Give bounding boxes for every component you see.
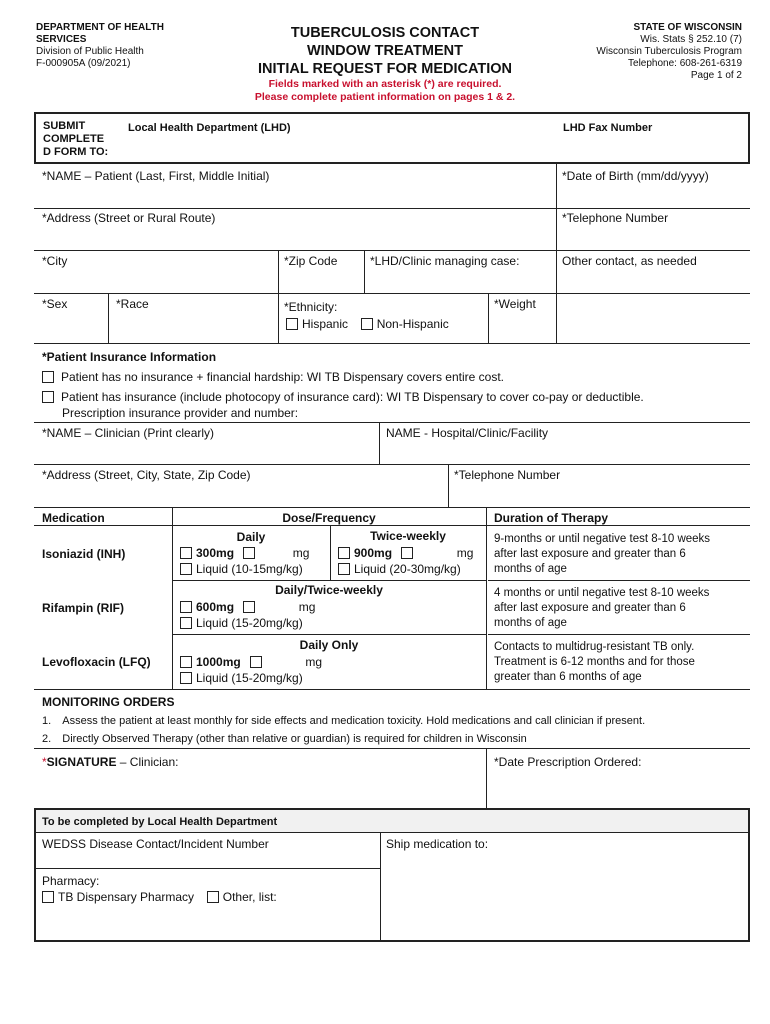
other-pharmacy-checkbox[interactable]	[207, 891, 219, 903]
required-note-2: Please complete patient information on pages 1 & 2.	[254, 91, 516, 103]
zip-field[interactable]: *Zip Code	[284, 254, 338, 268]
required-note	[0, 78, 770, 104]
lfq-custom-checkbox[interactable]	[250, 656, 262, 668]
rif-frequency: Daily/Twice-weekly	[275, 583, 383, 597]
other-contact-field[interactable]: Other contact, as needed	[562, 254, 697, 268]
statute: Wis. Stats § 252.10 (7)	[640, 34, 742, 45]
lfq-dose: 1000mg mg	[180, 655, 322, 669]
lhd-field-label[interactable]: Local Health Department (LHD)	[128, 122, 291, 134]
lfq-liquid: Liquid (15-20mg/kg)	[180, 671, 303, 685]
no-insurance-checkbox[interactable]	[42, 371, 54, 383]
ship-to-field[interactable]: Ship medication to:	[386, 837, 489, 851]
inh-duration: 9-months or until negative test 8-10 weeks after last exposure and greater than 6 months of age	[494, 533, 711, 575]
form-title	[230, 24, 540, 78]
inh-twice-label: Twice-weekly	[370, 529, 446, 543]
weight-field[interactable]: *Weight	[494, 297, 536, 311]
lfq-duration: Contacts to multidrug-resistant TB only. Treatment is 6-12 months and for those greater than 6 months of age	[494, 641, 695, 683]
rif-dose: 600mg mg	[180, 600, 315, 614]
insurance-option-1	[42, 370, 504, 384]
program-phone: Telephone: 608-261-6319	[628, 58, 742, 69]
state-name: STATE OF WISCONSIN	[633, 22, 742, 33]
city-field[interactable]: *City	[42, 254, 68, 268]
has-insurance-checkbox[interactable]	[42, 391, 54, 403]
pharmacy-options	[42, 890, 277, 904]
insurance-title: *Patient Insurance Information	[42, 350, 217, 364]
hispanic-label: Hispanic	[302, 317, 349, 331]
inh-twice-custom-checkbox[interactable]	[401, 547, 413, 559]
tb-dispensary-label: TB Dispensary Pharmacy	[58, 890, 195, 904]
clinician-name-field[interactable]: *NAME – Clinician (Print clearly)	[42, 426, 215, 440]
rif-600mg-checkbox[interactable]	[180, 601, 192, 613]
division-name: Division of Public Health	[36, 46, 144, 57]
patient-address-field[interactable]: *Address (Street or Rural Route)	[42, 211, 216, 225]
has-insurance-label: Patient has insurance (include photocopy of insurance card): WI TB Dispensary to cover co-pay or deductible.	[61, 390, 644, 404]
lfq-1000mg-checkbox[interactable]	[180, 656, 192, 668]
clinician-address-field[interactable]: *Address (Street, City, State, Zip Code)	[42, 468, 251, 482]
inh-twice-900mg-checkbox[interactable]	[338, 547, 350, 559]
state-block	[596, 22, 742, 82]
non-hispanic-label: Non-Hispanic	[376, 317, 449, 331]
ethnicity-options	[286, 317, 449, 331]
agency-name-2: SERVICES	[36, 34, 87, 45]
form-title-line-2: WINDOW TREATMENT	[307, 43, 463, 59]
inh-name: Isoniazid (INH)	[42, 547, 126, 561]
duration-column-header: Duration of Therapy	[494, 511, 609, 525]
ethnicity-label: *Ethnicity:	[284, 300, 338, 314]
tb-dispensary-checkbox[interactable]	[42, 891, 54, 903]
date-ordered-field[interactable]: *Date Prescription Ordered:	[494, 755, 642, 769]
lhd-clinic-field[interactable]: *LHD/Clinic managing case:	[370, 254, 520, 268]
monitoring-item-1: 1. Assess the patient at least monthly for side effects and medication toxicity. Hold medications and call clinician if present.	[42, 715, 646, 727]
facility-name-field[interactable]: NAME - Hospital/Clinic/Facility	[386, 426, 549, 440]
dob-field[interactable]: *Date of Birth (mm/dd/yyyy)	[562, 169, 709, 183]
agency-name-1: DEPARTMENT OF HEALTH	[36, 22, 164, 33]
sex-field[interactable]: *Sex	[42, 297, 68, 311]
race-field[interactable]: *Race	[116, 297, 149, 311]
program-name: Wisconsin Tuberculosis Program	[596, 46, 742, 57]
form-number: F-000905A (09/2021)	[36, 58, 131, 69]
monitoring-title: MONITORING ORDERS	[42, 695, 175, 709]
clinician-telephone-field[interactable]: *Telephone Number	[454, 468, 561, 482]
patient-telephone-field[interactable]: *Telephone Number	[562, 211, 669, 225]
non-hispanic-checkbox[interactable]	[361, 318, 373, 330]
inh-daily-liquid: Liquid (10-15mg/kg)	[180, 562, 303, 576]
submit-label: SUBMIT COMPLETE D FORM TO:	[43, 120, 109, 158]
monitoring-item-2: 2. Directly Observed Therapy (other than relative or guardian) is required for children in Wisconsin	[42, 733, 527, 745]
pharmacy-label: Pharmacy:	[42, 874, 100, 888]
inh-daily-liquid-checkbox[interactable]	[180, 563, 192, 575]
rif-custom-checkbox[interactable]	[243, 601, 255, 613]
lfq-name: Levofloxacin (LFQ)	[42, 655, 151, 669]
inh-twice-liquid: Liquid (20-30mg/kg)	[338, 562, 461, 576]
inh-twice-dose: 900mg mg	[338, 546, 473, 560]
inh-twice-liquid-checkbox[interactable]	[338, 563, 350, 575]
lfq-liquid-checkbox[interactable]	[180, 672, 192, 684]
lhd-section-title: To be completed by Local Health Department	[42, 816, 278, 828]
rif-name: Rifampin (RIF)	[42, 601, 124, 615]
insurance-provider-field[interactable]: Prescription insurance provider and number:	[62, 406, 299, 420]
inh-daily-dose: 300mg mg	[180, 546, 309, 560]
rif-liquid: Liquid (15-20mg/kg)	[180, 616, 303, 630]
submit-box	[34, 112, 750, 164]
form-title-line-1: TUBERCULOSIS CONTACT	[290, 25, 480, 41]
medication-column-header: Medication	[42, 511, 105, 525]
hispanic-checkbox[interactable]	[286, 318, 298, 330]
form-title-line-3: INITIAL REQUEST FOR MEDICATION	[257, 61, 513, 77]
agency-block	[36, 22, 164, 70]
page-number: Page 1 of 2	[690, 70, 742, 81]
dose-column-header: Dose/Frequency	[282, 511, 376, 525]
wedss-field[interactable]: WEDSS Disease Contact/Incident Number	[42, 837, 269, 851]
lhd-fax-field-label[interactable]: LHD Fax Number	[563, 122, 653, 134]
insurance-option-2	[42, 390, 644, 404]
lfq-frequency: Daily Only	[299, 638, 359, 652]
no-insurance-label: Patient has no insurance + financial hardship: WI TB Dispensary covers entire cost.	[61, 370, 504, 384]
signature-field[interactable]: *SIGNATURE – Clinician:	[42, 755, 179, 769]
required-note-1: Fields marked with an asterisk (*) are required.	[268, 78, 502, 90]
rif-duration: 4 months or until negative test 8-10 weeks after last exposure and greater than 6 months of age	[494, 587, 710, 629]
other-pharmacy-label: Other, list:	[222, 890, 277, 904]
inh-daily-custom-checkbox[interactable]	[243, 547, 255, 559]
inh-daily-label: Daily	[236, 530, 266, 544]
rif-liquid-checkbox[interactable]	[180, 617, 192, 629]
patient-name-field[interactable]: *NAME – Patient (Last, First, Middle Initial)	[42, 169, 270, 183]
inh-daily-300mg-checkbox[interactable]	[180, 547, 192, 559]
